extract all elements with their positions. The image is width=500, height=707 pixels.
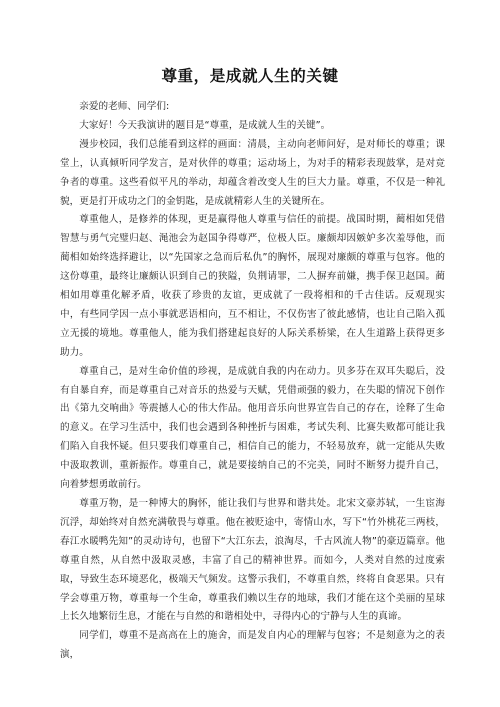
paragraph-respect-self: 尊重自己，是对生命价值的珍视，是成就自我的内在动力。贝多芬在双耳失聪后，没有自暴自弃，而是尊重自己对音乐的热爱与天赋，凭借顽强的毅力，在失聪的情况下创作出《第九交响曲》等震撼人心的伟大作品。他用音乐向世界宣告自己的存在，诠释了生命的意义。在学习生活中，我们也会遇到各种挫折与困难，考试失利、比赛失败都可能让我们陷入自我怀疑。但只要我们尊重自己，相信自己的能力，不轻易放弃，就一定能从失败中汲取教训，重新振作。尊重自己，就是要接纳自己的不完美，同时不断努力提升自己，向着梦想勇敢前行。	[60, 365, 445, 491]
paragraph-respect-nature: 尊重万物，是一种博大的胸怀，能让我们与世界和谐共处。北宋文豪苏轼，一生宦海沉浮，却始终对自然充满敬畏与尊重。他在被贬途中，寄情山水，写下“竹外桃花三两枝，春江水暖鸭先知”的灵动诗句，也留下“大江东去，浪淘尽，千古风流人物”的豪迈篇章。他尊重自然，从自然中汲取灵感，丰富了自己的精神世界。而如今，人类对自然的过度索取，导致生态环境恶化，极端天气频发。这警示我们，不尊重自然，终将自食恶果。只有学会尊重万物，尊重每一个生命，尊重我们赖以生存的地球，我们才能在这个美丽的星球上长久地繁衍生息，才能在与自然的和谐相处中，寻得内心的宁静与人生的真谛。	[60, 498, 445, 623]
speech-body	[60, 98, 445, 665]
paragraph-greeting: 大家好！今天我演讲的题目是“尊重，是成就人生的关键”。	[79, 119, 331, 131]
salutation: 亲爱的老师、同学们:	[79, 101, 170, 112]
document-title: 尊重，是成就人生的关键	[161, 67, 339, 85]
paragraph-respect-others: 尊重他人，是修养的体现，更是赢得他人尊重与信任的前提。战国时期，蔺相如凭借智慧与勇气完璧归赵、渑池会为赵国争得尊严，位极人臣。廉颇却因嫉妒多次羞辱他，而蔺相如始终选择避让，以“先国家之急而后私仇”的胸怀，展现对廉颇的尊重与包容。他的这份尊重，最终让廉颇认识到自己的狭隘，负荆请罪，二人摒弃前嫌，携手保卫赵国。蔺相如用尊重化解矛盾，收获了珍贵的友谊，更成就了一段将相和的千古佳话。反观现实中，有些同学因一点小事就恶语相向，互不相让，不仅伤害了彼此感情，也让自己陷入孤立无援的境地。尊重他人，能为我们搭建起良好的人际关系桥梁，在人生道路上获得更多助力。	[60, 214, 445, 358]
paragraph-intro: 漫步校园，我们总能看到这样的画面：清晨，主动向老师问好，是对师长的尊重；课堂上，认真倾听同学发言，是对伙伴的尊重；运动场上，为对手的精彩表现鼓掌，是对竞争者的尊重。这些看似平凡的举动，却蕴含着改变人生的巨大力量。尊重，不仅是一种礼貌，更是打开成功之门的金钥匙，是成就精彩人生的关键所在。	[60, 138, 445, 207]
paragraph-closing: 同学们，尊重不是高高在上的施舍，而是发自内心的理解与包容；不是刻意为之的表演，	[60, 630, 445, 661]
